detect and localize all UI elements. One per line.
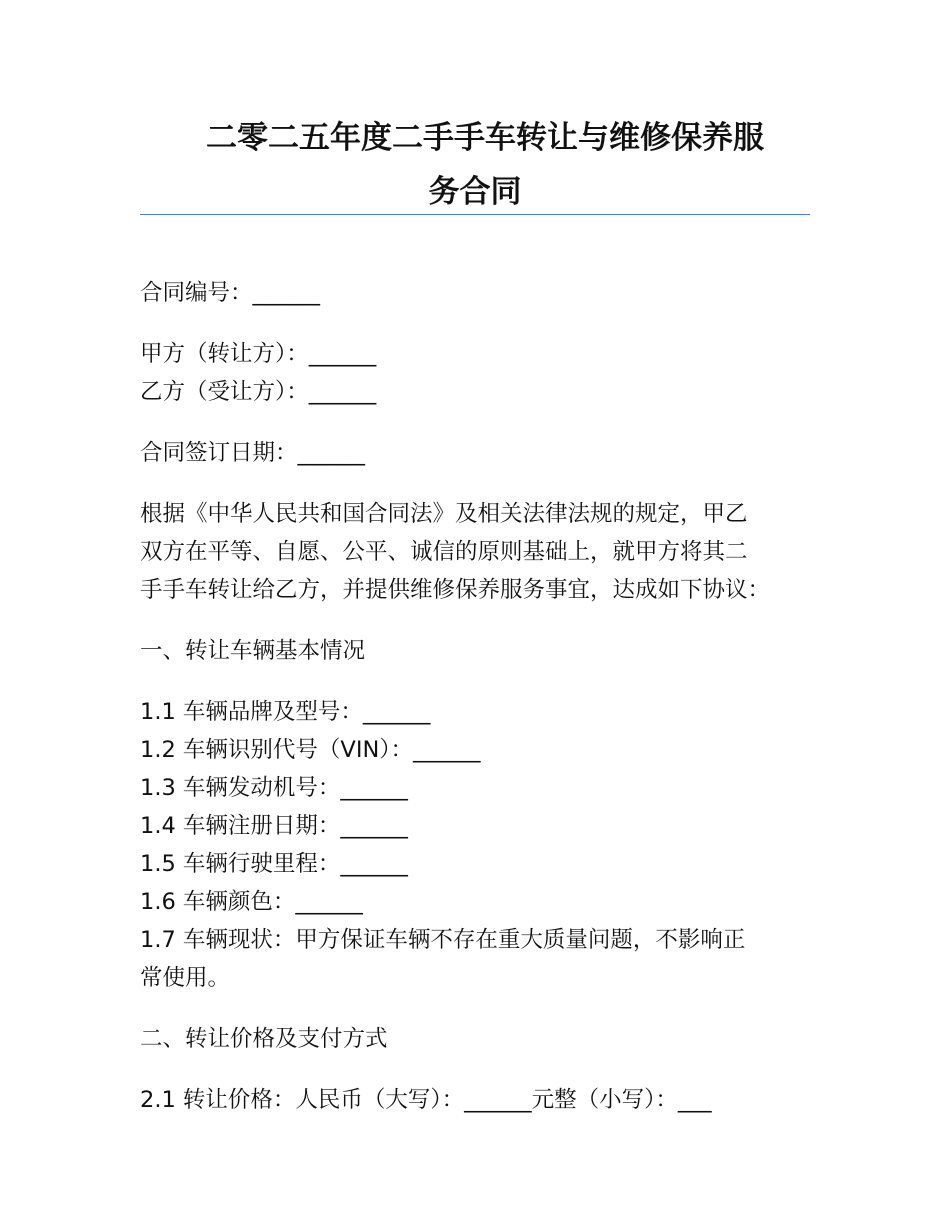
section-1-item: 1.7 车辆现状：甲方保证车辆不存在重大质量问题，不影响正 (140, 927, 746, 953)
section-1-item: 1.4 车辆注册日期：______ (140, 813, 408, 839)
title-underline (140, 214, 810, 215)
section-1-item: 1.1 车辆品牌及型号：______ (140, 699, 431, 725)
document-title-line-1: 二零二五年度二手手车转让与维修保养服 (206, 120, 764, 156)
section-2-heading: 二、转让价格及支付方式 (140, 1026, 388, 1052)
preamble-line: 双方在平等、自愿、公平、诚信的原则基础上，就甲方将其二 (140, 539, 748, 565)
section-1-heading: 一、转让车辆基本情况 (140, 638, 366, 664)
section-2-item: 2.1 转让价格：人民币（大写）：______元整（小写）：___ (140, 1087, 712, 1113)
preamble-line: 手手车转让给乙方，并提供维修保养服务事宜，达成如下协议： (140, 577, 771, 603)
party-b-field: 乙方（受让方）：______ (140, 379, 377, 405)
section-1-item: 1.2 车辆识别代号（VIN）：______ (140, 737, 481, 763)
section-1-item: 1.3 车辆发动机号：______ (140, 775, 408, 801)
section-1-item-continuation: 常使用。 (140, 965, 231, 991)
section-1-item: 1.5 车辆行驶里程：______ (140, 851, 408, 877)
preamble-line: 根据《中华人民共和国合同法》及相关法律法规的规定，甲乙 (140, 501, 748, 527)
contract-number-field: 合同编号：______ (140, 280, 321, 306)
signing-date-field: 合同签订日期：______ (140, 440, 366, 466)
section-1-item: 1.6 车辆颜色：______ (140, 889, 363, 915)
document-title-line-2: 务合同 (428, 174, 522, 210)
party-a-field: 甲方（转让方）：______ (140, 341, 377, 367)
